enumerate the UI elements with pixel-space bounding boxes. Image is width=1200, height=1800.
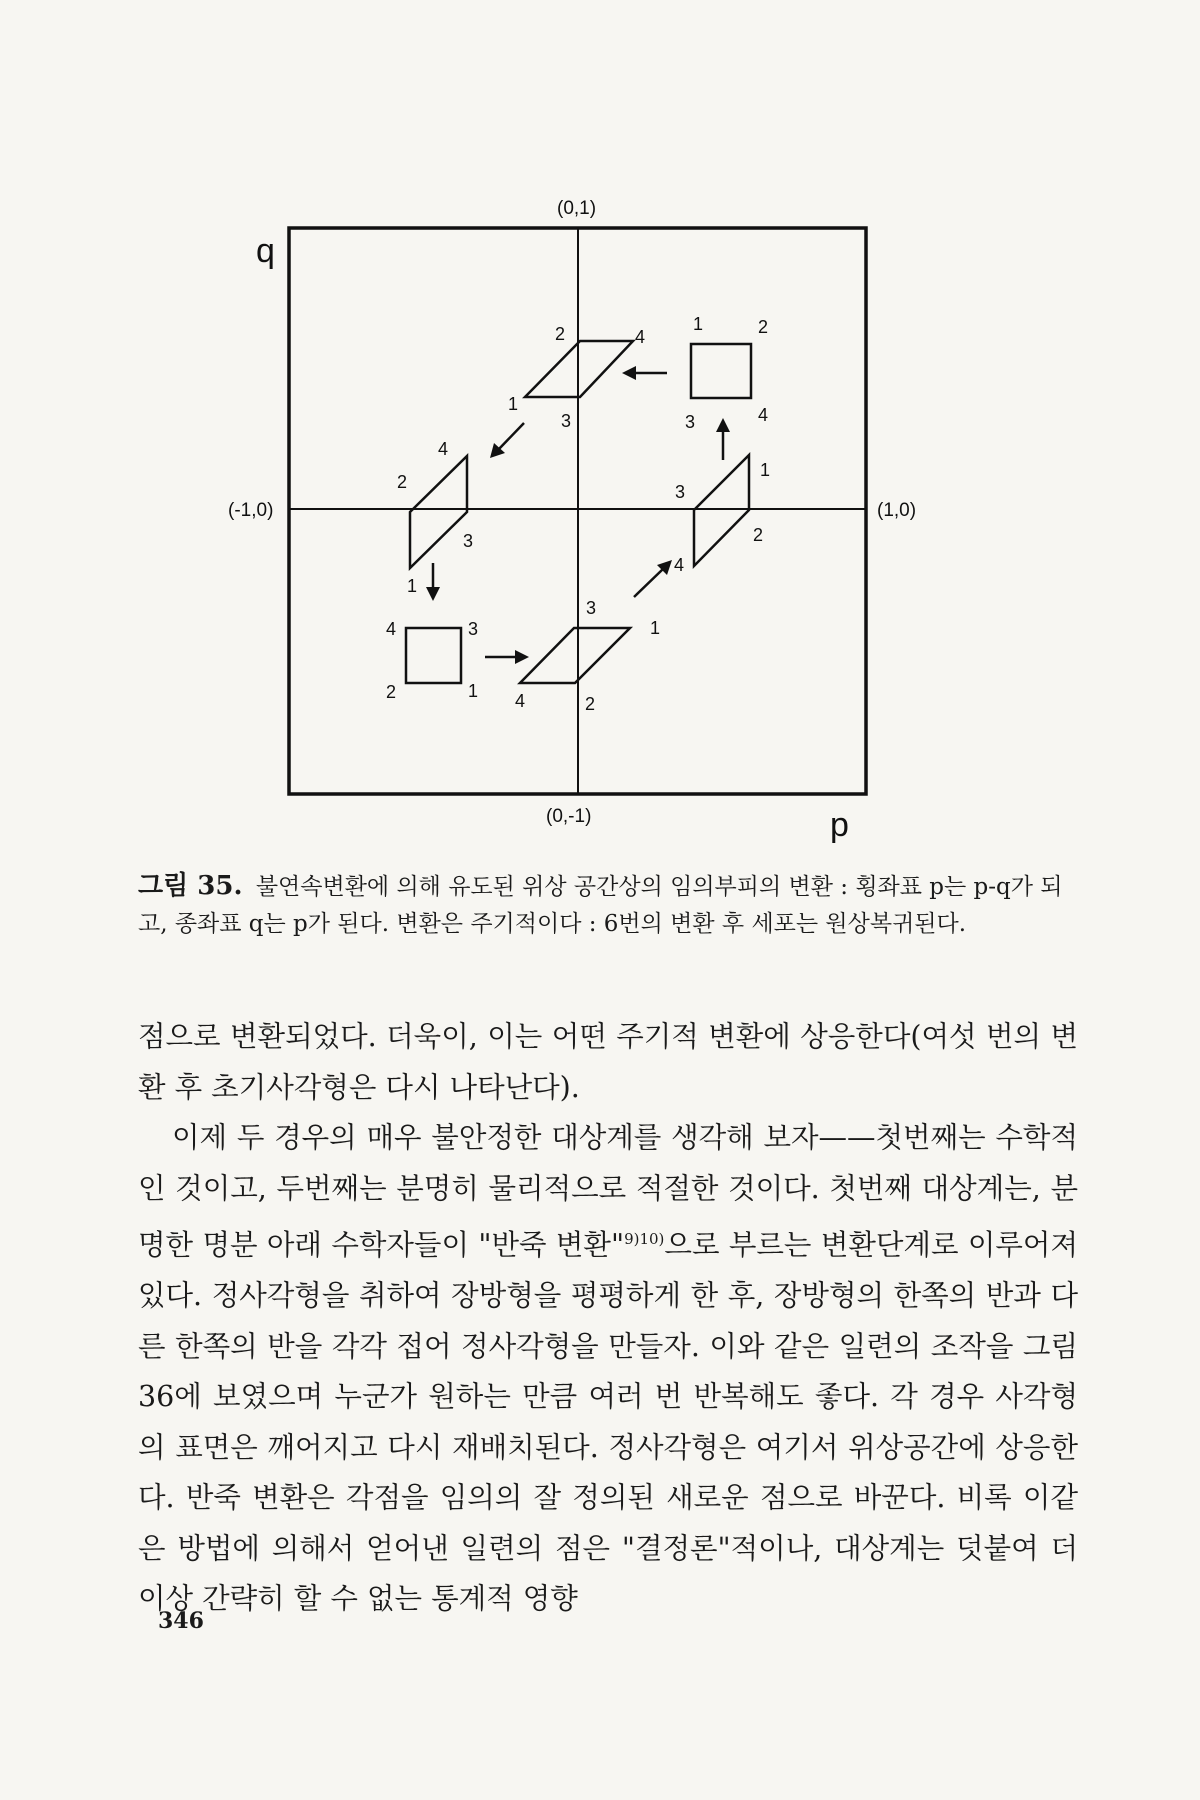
corner-label: 3 [463,531,474,551]
cell-square-bottom-left [406,628,461,683]
label-left: (-1,0) [228,500,274,521]
corner-label: 1 [650,618,661,638]
corner-label: 2 [758,317,769,337]
corner-label: 3 [586,598,597,618]
body-paragraph [138,1113,1078,1625]
cell-parallelogram-left [410,456,467,568]
corner-label: 3 [468,619,479,639]
corner-label: 4 [758,405,769,425]
corner-label: 1 [468,681,479,701]
figure-caption [138,868,1078,943]
arrowhead [622,366,636,380]
label-top: (0,1) [557,198,597,219]
corner-label: 4 [635,327,646,347]
corner-label: 4 [674,555,685,575]
page-number: 346 [158,1608,204,1634]
corner-label: 1 [693,314,704,334]
arrow-up-right [634,569,663,597]
figure-caption-label: 그림 35. [138,871,243,901]
corner-label: 3 [675,482,686,502]
arrowhead [716,418,730,432]
corner-label: 2 [753,525,764,545]
phase-space-figure [0,0,1200,880]
corner-label: 1 [760,460,771,480]
footnote-reference: 9)10) [624,1230,665,1248]
arrowhead [515,650,529,664]
corner-label: 3 [685,412,696,432]
body-text [138,1012,1078,1625]
corner-label: 1 [407,576,418,596]
axis-label-q: q [256,232,275,270]
corner-label: 2 [555,324,566,344]
axis-label-p: p [830,806,849,844]
label-bottom: (0,-1) [546,806,592,827]
arrow-down-left [498,423,524,450]
corner-label: 2 [386,682,397,702]
cell-parallelogram-right [694,455,749,566]
figure-caption-text: 불연속변환에 의해 유도된 위상 공간상의 임의부피의 변환 : 횡좌표 p는 p-q가 되고, 종좌표 q는 p가 된다. 변환은 주기적이다 : 6번의 변환 후 세포는 원상복귀된다. [138,874,1063,937]
body-paragraph: 점으로 변환되었다. 더욱이, 이는 어떤 주기적 변환에 상응한다(여섯 번의 변환 후 초기사각형은 다시 나타난다). [138,1020,1078,1104]
corner-label: 4 [438,439,449,459]
corner-label: 3 [561,411,572,431]
cell-parallelogram-bottom [520,628,630,683]
corner-label: 4 [386,619,397,639]
corner-label: 2 [397,472,408,492]
arrowhead [426,587,440,601]
label-right: (1,0) [877,500,917,521]
body-paragraph-text: 이제 두 경우의 매우 불안정한 대상계를 생각해 보자——첫번째는 수학적인 것이고, 두번째는 분명히 물리적으로 적절한 것이다. 첫번째 대상계는, 분명한 명분 아래 수학자들이 "반죽 변환" [138,1121,1078,1262]
corner-label: 4 [515,691,526,711]
corner-label: 1 [508,394,519,414]
cell-square-top-right [691,344,751,398]
body-paragraph-text: 으로 부르는 변환단계로 이루어져 있다. 정사각형을 취하여 장방형을 평평하게 한 후, 장방형의 한쪽의 반과 다른 한쪽의 반을 각각 접어 정사각형을 만들자. 이와 같은 일련의 조작을 그림 36에 보였으며 누군가 원하는 만큼 여러 번 반복해도 좋다. 각 경우 사각형의 표면은 깨어지고 다시 재배치된다. 정사각형은 여기서 위상공간에 상응한다. 반죽 변환은 각점을 임의의 잘 정의된 새로운 점으로 바꾼다. 비록 이같은 방법에 의해서 얻어낸 일련의 점은 "결정론"적이나, 대상계는 덧붙여 더이상 간략히 할 수 없는 통계적 영향 [138,1228,1078,1615]
corner-label: 2 [585,694,596,714]
